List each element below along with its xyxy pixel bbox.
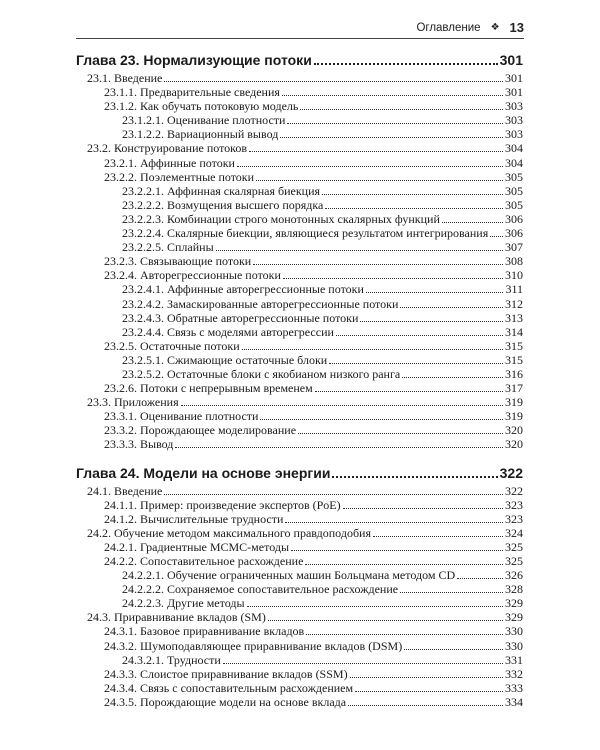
toc-entry-title: 23.2.4.2. Замаскированные авторегрессионные потоки	[122, 296, 399, 311]
dot-leader	[181, 405, 503, 406]
dot-leader	[322, 194, 503, 195]
toc-entry-page: 303	[505, 127, 523, 142]
toc-entry[interactable]	[76, 282, 523, 296]
toc-entry[interactable]	[76, 610, 523, 624]
dot-leader	[282, 95, 503, 96]
toc-entry[interactable]	[76, 667, 523, 681]
toc-entry-page: 322	[505, 483, 523, 498]
toc-entry-page: 325	[505, 539, 523, 554]
toc-entry-page: 305	[505, 169, 523, 184]
dot-leader	[164, 81, 503, 82]
toc-entry[interactable]	[76, 311, 523, 325]
toc-entry[interactable]	[76, 554, 523, 568]
toc-entry-title: 23.2.2. Поэлементные потоки	[104, 169, 255, 184]
toc-entry[interactable]	[76, 99, 523, 113]
dot-leader	[325, 208, 503, 209]
toc-entry-title: 23.2. Конструирование потоков	[87, 141, 248, 156]
toc-entry-title: 24.2.2.2. Сохраняемое сопоставительное расхождение	[122, 582, 399, 597]
header-rule	[76, 38, 524, 39]
toc-entry-title: 23.3.1. Оценивание плотности	[104, 409, 259, 424]
toc-entry-title: 24.3.2.1. Трудности	[122, 652, 221, 667]
dot-leader	[490, 236, 503, 237]
toc-entry-page: 314	[505, 324, 523, 339]
toc-entry-page: 303	[505, 99, 523, 114]
header-section-title: Оглавление	[416, 21, 481, 34]
toc-entry[interactable]	[76, 681, 523, 695]
toc-entry-page: 333	[505, 680, 523, 695]
toc-entry[interactable]	[76, 381, 523, 395]
toc-chapter-entry[interactable]	[76, 464, 523, 482]
toc-entry[interactable]	[76, 184, 523, 198]
toc-entry[interactable]	[76, 141, 523, 155]
dot-leader	[247, 606, 503, 607]
dot-leader	[373, 536, 503, 537]
toc-entry-title: 23.2.3. Связывающие потоки	[104, 254, 252, 269]
dot-leader	[350, 677, 503, 678]
toc-entry-title: 23.2.4.4. Связь с моделями авторегрессии	[122, 324, 334, 339]
toc-entry[interactable]	[76, 526, 523, 540]
toc-entry[interactable]	[76, 624, 523, 638]
toc-entry[interactable]	[76, 127, 523, 141]
dot-leader	[457, 578, 503, 579]
toc-entry[interactable]	[76, 653, 523, 667]
toc-entry[interactable]	[76, 423, 523, 437]
toc-entry-title: 24.1. Введение	[87, 483, 163, 498]
running-header	[416, 20, 524, 35]
toc-entry-title: 23.2.2.1. Аффинная скалярная биекция	[122, 183, 321, 198]
toc-entry-title: 24.2.2.1. Обучение ограниченных машин Больцмана методом CD	[122, 568, 456, 583]
toc-entry[interactable]	[76, 353, 523, 367]
toc-entry-title: 23.1. Введение	[87, 71, 163, 85]
toc-entry-page: 330	[505, 638, 523, 653]
toc-entry[interactable]	[76, 540, 523, 554]
toc-entry-page: 332	[505, 666, 523, 681]
toc-entry-page: 301	[505, 71, 523, 85]
toc-entry[interactable]	[76, 512, 523, 526]
toc-entry-page: 306	[505, 211, 523, 226]
toc-entry-page: 324	[505, 525, 523, 540]
toc-entry[interactable]	[76, 596, 523, 610]
toc-entry[interactable]	[76, 582, 523, 596]
toc-entry-title: 24.2. Обучение методом максимального правдоподобия	[87, 525, 371, 540]
toc-entry[interactable]	[76, 367, 523, 381]
table-of-contents	[76, 51, 523, 709]
dot-leader	[253, 264, 503, 265]
toc-entry[interactable]	[76, 71, 523, 85]
toc-entry[interactable]	[76, 639, 523, 653]
dot-leader	[366, 292, 504, 293]
toc-entry-page: 303	[505, 113, 523, 128]
toc-entry[interactable]	[76, 437, 523, 451]
toc-entry[interactable]	[76, 325, 523, 339]
toc-entry-title: Глава 23. Нормализующие потоки	[76, 52, 312, 68]
dot-leader	[300, 109, 503, 110]
toc-entry-title: 23.2.6. Потоки с непрерывным временем	[104, 381, 313, 396]
toc-entry-page: 305	[505, 183, 523, 198]
toc-entry-page: 331	[505, 652, 523, 667]
page-number: 13	[509, 20, 524, 35]
toc-entry-page: 319	[505, 409, 523, 424]
dot-leader	[280, 137, 503, 138]
dot-leader	[329, 363, 503, 364]
toc-entry-page: 330	[505, 624, 523, 639]
toc-entry[interactable]	[76, 170, 523, 184]
toc-entry-title: 23.1.1. Предварительные сведения	[104, 85, 280, 100]
dot-leader	[306, 634, 503, 635]
toc-entry[interactable]	[76, 297, 523, 311]
toc-entry-title: 23.2.1. Аффинные потоки	[104, 155, 235, 170]
toc-entry-page: 325	[505, 554, 523, 568]
dot-leader	[256, 180, 503, 181]
dot-leader	[237, 166, 503, 167]
dot-leader	[442, 222, 503, 223]
toc-entry[interactable]	[76, 568, 523, 582]
toc-entry[interactable]	[76, 268, 523, 282]
toc-entry-page: 334	[505, 694, 523, 709]
toc-entry-page: 311	[505, 282, 523, 297]
toc-entry[interactable]	[76, 695, 523, 709]
toc-entry-page: 301	[499, 52, 523, 68]
toc-entry-page: 304	[505, 155, 523, 170]
toc-entry[interactable]	[76, 339, 523, 353]
toc-entry-page: 316	[505, 366, 523, 381]
toc-entry-page: 317	[505, 381, 523, 396]
toc-entry-title: 23.1.2.1. Оценивание плотности	[122, 113, 286, 128]
toc-entry-title: 23.2.2.3. Комбинации строго монотонных скалярных функций	[122, 211, 440, 226]
toc-entry[interactable]	[76, 212, 523, 226]
toc-entry-page: 308	[505, 254, 523, 269]
toc-entry-page: 304	[505, 141, 523, 156]
toc-entry-title: 23.2.4.1. Аффинные авторегрессионные потоки	[122, 282, 364, 297]
toc-entry-title: Глава 24. Модели на основе энергии	[76, 464, 331, 481]
toc-entry-page: 320	[505, 423, 523, 438]
toc-entry[interactable]	[76, 240, 523, 254]
toc-entry[interactable]	[76, 156, 523, 170]
toc-entry-title: 24.3. Приравнивание вкладов (SM)	[87, 610, 266, 625]
dot-leader	[268, 620, 503, 621]
toc-entry-title: 23.2.4. Авторегрессионные потоки	[104, 268, 281, 283]
toc-entry-title: 23.2.2.2. Возмущения высшего порядка	[122, 197, 324, 212]
toc-entry-page: 329	[505, 596, 523, 611]
toc-entry[interactable]	[76, 254, 523, 268]
toc-entry-page: 315	[505, 352, 523, 367]
toc-entry[interactable]	[76, 484, 523, 498]
toc-entry-page: 328	[505, 582, 523, 597]
dot-leader	[260, 419, 503, 420]
dot-leader	[315, 391, 503, 392]
toc-entry-title: 23.2.2.4. Скалярные биекции, являющиеся результатом интегрирования	[122, 226, 489, 241]
dot-leader	[249, 151, 503, 152]
toc-entry[interactable]	[76, 113, 523, 127]
toc-entry-page: 329	[505, 610, 523, 625]
toc-entry-title: 23.1.2. Как обучать потоковую модель	[104, 99, 299, 114]
dot-leader	[287, 123, 503, 124]
dot-leader	[332, 476, 497, 478]
toc-entry[interactable]	[76, 409, 523, 423]
toc-entry[interactable]	[76, 226, 523, 240]
toc-entry-title: 23.2.4.3. Обратные авторегрессионные потоки	[122, 310, 359, 325]
toc-entry-page: 326	[505, 568, 523, 583]
dot-leader	[336, 335, 503, 336]
toc-entry-page: 301	[505, 85, 523, 100]
toc-chapter-entry[interactable]	[76, 51, 523, 69]
toc-entry-page: 323	[505, 497, 523, 512]
dot-leader	[242, 349, 503, 350]
toc-entry[interactable]	[76, 85, 523, 99]
toc-entry-title: 23.3.3. Вывод	[104, 437, 174, 452]
toc-entry-title: 23.3. Приложения	[87, 395, 179, 410]
ornament-icon: ❖	[490, 21, 500, 33]
toc-entry-title: 24.3.4. Связь с сопоставительным расхождением	[104, 680, 354, 695]
toc-entry-page: 315	[505, 338, 523, 353]
toc-entry-title: 24.3.1. Базовое приравнивание вкладов	[104, 624, 305, 639]
dot-leader	[355, 691, 503, 692]
toc-entry-title: 23.2.5. Остаточные потоки	[104, 338, 240, 353]
dot-leader	[404, 649, 503, 650]
dot-leader	[343, 508, 503, 509]
toc-entry-page: 305	[505, 197, 523, 212]
dot-leader	[285, 522, 503, 523]
toc-entry-page: 319	[505, 395, 523, 410]
dot-leader	[283, 278, 503, 279]
toc-entry-title: 24.2.1. Градиентные MCMC-методы	[104, 539, 290, 554]
dot-leader	[164, 494, 503, 495]
dot-leader	[400, 307, 503, 308]
dot-leader	[175, 447, 503, 448]
toc-entry-title: 24.3.5. Порождающие модели на основе вклада	[104, 694, 347, 709]
toc-entry-title: 24.3.2. Шумоподавляющее приравнивание вкладов (DSM)	[104, 638, 403, 653]
dot-leader	[360, 321, 503, 322]
dot-leader	[348, 705, 503, 706]
toc-entry-title: 24.2.2. Сопоставительное расхождение	[104, 554, 304, 568]
toc-entry-page: 312	[505, 296, 523, 311]
toc-entry-page: 322	[499, 464, 523, 481]
dot-leader	[402, 377, 503, 378]
toc-entry[interactable]	[76, 198, 523, 212]
dot-leader	[305, 564, 503, 565]
toc-entry-page: 307	[505, 240, 523, 255]
dot-leader	[223, 663, 503, 664]
toc-entry-page: 310	[505, 268, 523, 283]
toc-entry[interactable]	[76, 498, 523, 512]
toc-entry-page: 313	[505, 310, 523, 325]
toc-entry-title: 24.2.2.3. Другие методы	[122, 596, 245, 611]
toc-entry-title: 24.3.3. Слоистое приравнивание вкладов (SSM)	[104, 666, 348, 681]
toc-entry-title: 24.1.2. Вычислительные трудности	[104, 511, 284, 526]
toc-entry[interactable]	[76, 395, 523, 409]
toc-entry-title: 23.3.2. Порождающее моделирование	[104, 423, 297, 438]
toc-entry-title: 23.2.5.1. Сжимающие остаточные блоки	[122, 352, 328, 367]
dot-leader	[400, 592, 503, 593]
toc-entry-title: 23.2.2.5. Сплайны	[122, 240, 214, 255]
dot-leader	[216, 250, 503, 251]
toc-entry-title: 24.1.1. Пример: произведение экспертов (PoE)	[104, 497, 341, 512]
toc-entry-title: 23.2.5.2. Остаточные блоки с якобианом низкого ранга	[122, 366, 401, 381]
toc-entry-page: 306	[505, 226, 523, 241]
dot-leader	[314, 63, 498, 65]
toc-entry-page: 323	[505, 511, 523, 526]
toc-entry-page: 320	[505, 437, 523, 452]
toc-entry-title: 23.1.2.2. Вариационный вывод	[122, 127, 279, 142]
dot-leader	[291, 550, 503, 551]
dot-leader	[298, 433, 503, 434]
